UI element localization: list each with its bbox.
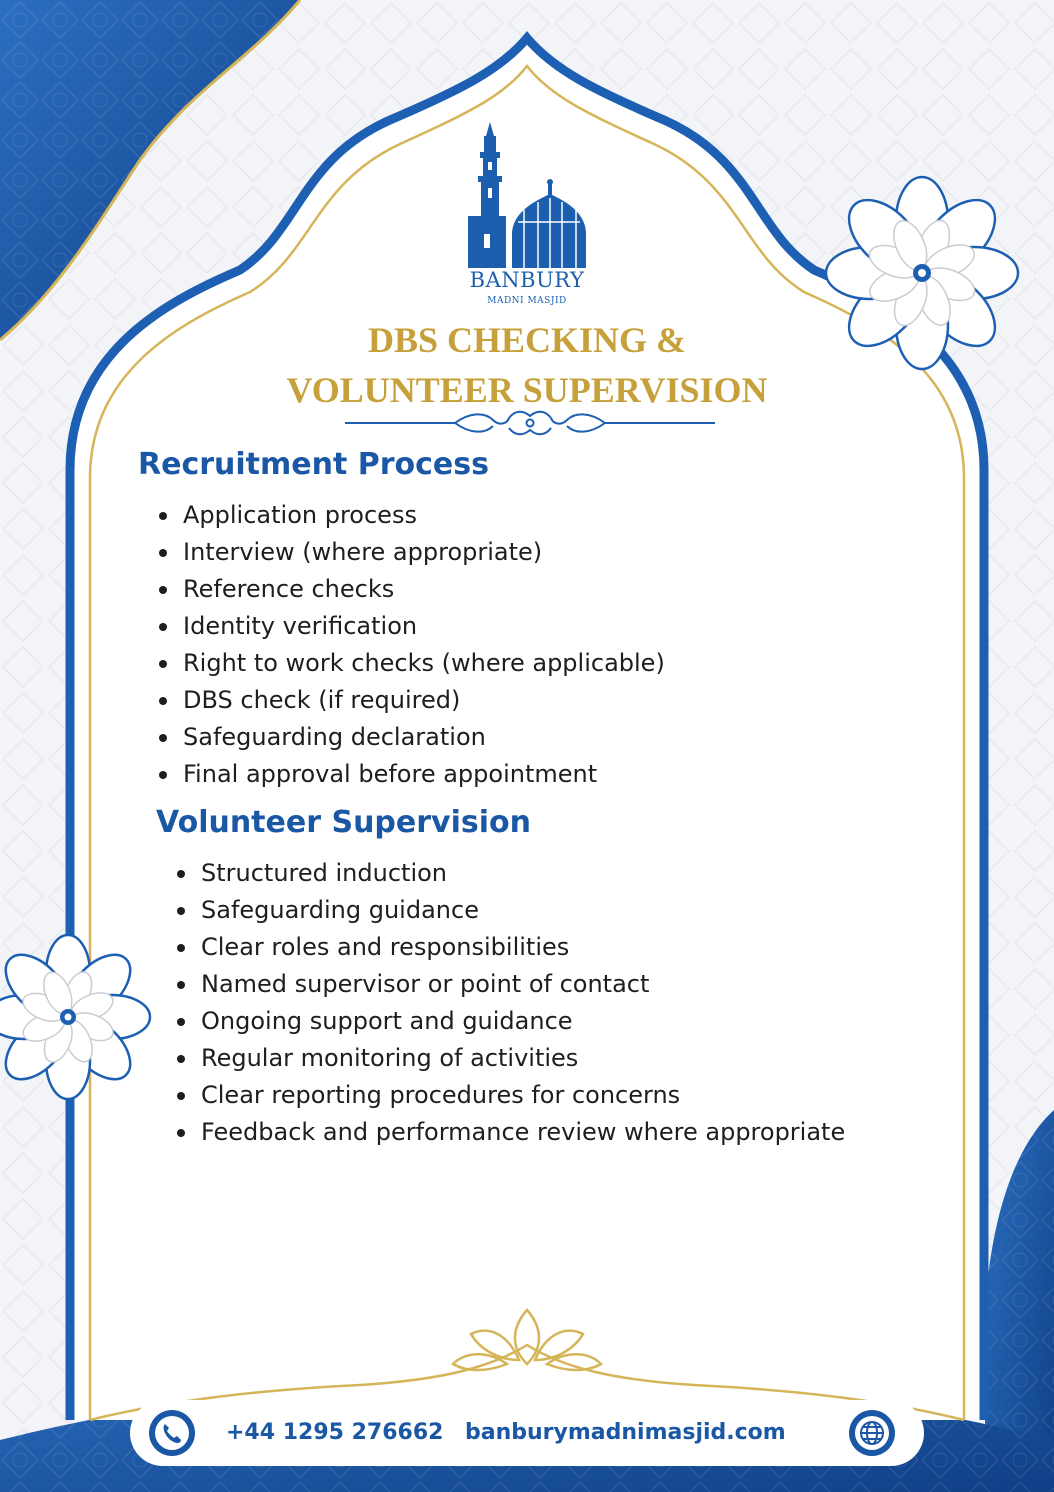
list-item: Reference checks — [157, 571, 665, 608]
list-item: Final approval before appointment — [157, 756, 665, 793]
list-item: Feedback and performance review where appropriate — [175, 1114, 845, 1151]
globe-icon[interactable] — [848, 1409, 896, 1457]
list-item: Named supervisor or point of contact — [175, 966, 845, 1003]
list-item: Regular monitoring of activities — [175, 1040, 845, 1077]
phone-number[interactable]: +44 1295 276662 — [226, 1420, 444, 1445]
page-title-line-1: DBS CHECKING & — [367, 320, 687, 360]
section-heading-volunteer-supervision: Volunteer Supervision — [156, 805, 531, 840]
masjid-logo — [462, 122, 592, 317]
list-item: Structured induction — [175, 855, 845, 892]
phone-icon[interactable] — [148, 1409, 196, 1457]
list-item: Safeguarding guidance — [175, 892, 845, 929]
recruitment-list — [157, 497, 665, 793]
list-item: Identity verification — [157, 608, 665, 645]
mosque-icon — [462, 122, 592, 268]
list-item: Clear roles and responsibilities — [175, 929, 845, 966]
supervision-list — [175, 855, 845, 1151]
logo-name: BANBURY — [469, 268, 585, 292]
list-item: Safeguarding declaration — [157, 719, 665, 756]
section-heading-recruitment: Recruitment Process — [138, 447, 489, 482]
ornamental-divider — [345, 406, 715, 440]
list-item: Interview (where appropriate) — [157, 534, 665, 571]
website-link[interactable]: banburymadnimasjid.com — [465, 1420, 786, 1445]
page-title-line-2: VOLUNTEER SUPERVISION — [286, 370, 768, 410]
logo-subname: MADNI MASJID — [487, 296, 567, 306]
list-item: Ongoing support and guidance — [175, 1003, 845, 1040]
list-item: Right to work checks (where applicable) — [157, 645, 665, 682]
list-item: DBS check (if required) — [157, 682, 665, 719]
list-item: Clear reporting procedures for concerns — [175, 1077, 845, 1114]
list-item: Application process — [157, 497, 665, 534]
